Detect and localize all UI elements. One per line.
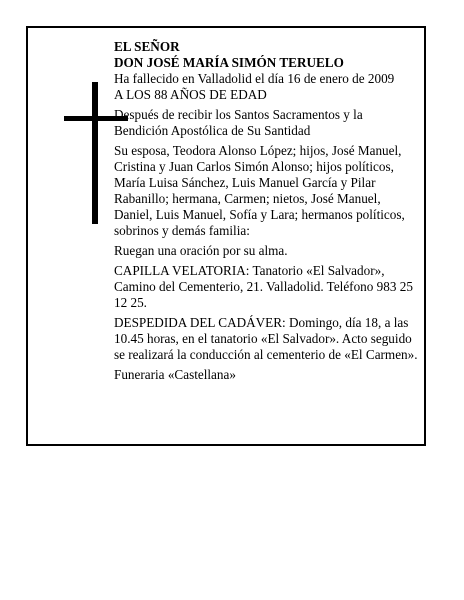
- chapel-info: CAPILLA VELATORIA: Tanatorio «El Salvador», Camino del Cementerio, 21. Valladolid. Teléfono 983 25 12 25.: [114, 263, 413, 310]
- obituary-text: [114, 39, 420, 387]
- sacraments-statement: Después de recibir los Santos Sacramentos y la Bendición Apostólica de Su Santidad: [114, 107, 363, 138]
- funeral-home: Funeraria «Castellana»: [114, 367, 236, 382]
- farewell-info: DESPEDIDA DEL CADÁVER: Domingo, día 18, a las 10.45 horas, en el tanatorio «El Salvador». Acto seguido se realizará la conducción al cementerio de «El Carmen».: [114, 315, 418, 362]
- family-list: Su esposa, Teodora Alonso López; hijos, José Manuel, Cristina y Juan Carlos Simón Alonso; hijos políticos, María Luisa Sánchez, Luis Manuel García y Pilar Rabanillo; hermana, Carmen; nietos, José Manuel, Daniel, Luis Manuel, Sofía y Lara; hermanos políticos, sobrinos y demás familia:: [114, 143, 405, 238]
- title-honorific: EL SEÑOR: [114, 39, 180, 54]
- death-statement: Ha fallecido en Valladolid el día 16 de enero de 2009: [114, 71, 395, 86]
- deceased-name: DON JOSÉ MARÍA SIMÓN TERUELO: [114, 55, 344, 70]
- prayer-request: Ruegan una oración por su alma.: [114, 243, 288, 258]
- cross-vertical-bar: [92, 82, 98, 224]
- age-statement: A LOS 88 AÑOS DE EDAD: [114, 87, 267, 102]
